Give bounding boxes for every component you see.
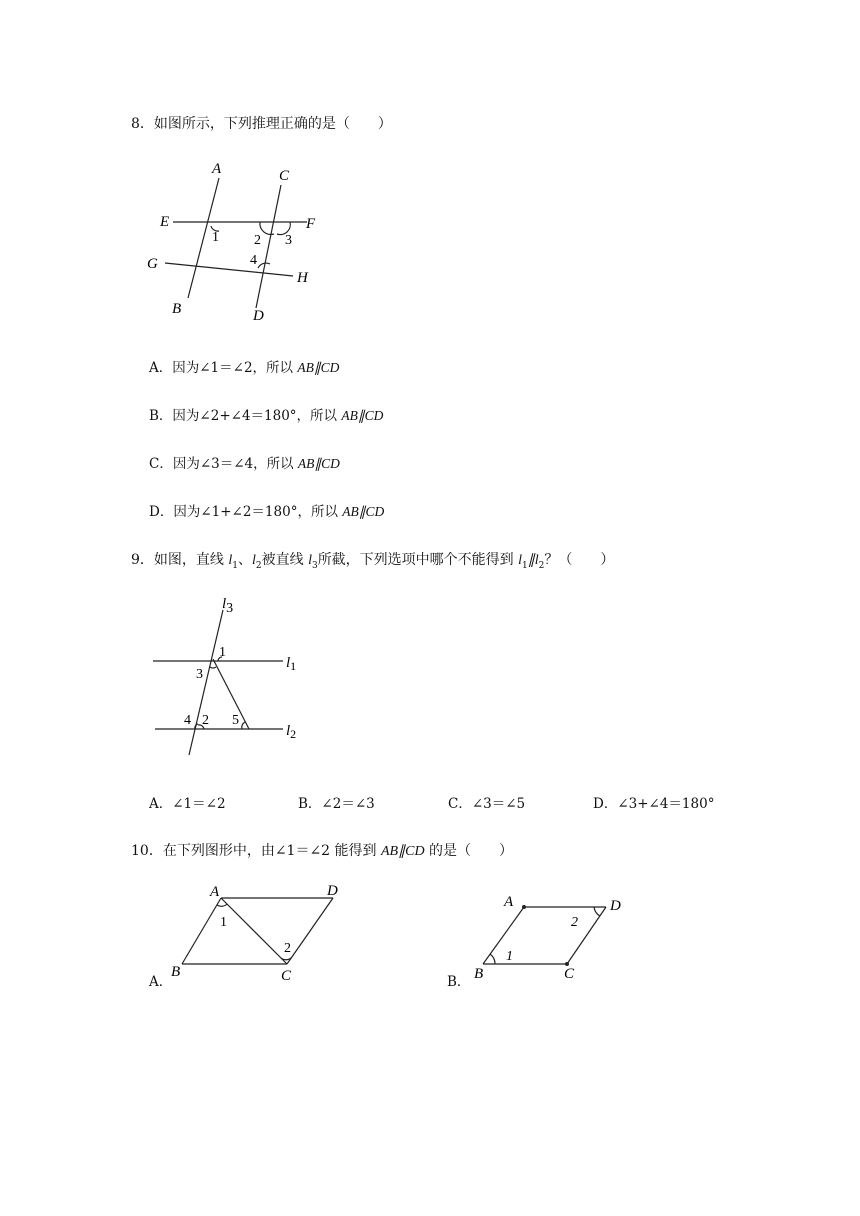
angle-5-arc <box>242 722 245 729</box>
q9-label-l1: $l_1$ <box>286 655 297 673</box>
q10b-label-c: C <box>564 966 575 982</box>
q9-label-l3: l3 <box>222 596 234 616</box>
line-gh <box>165 263 293 276</box>
q9-option-d: D．∠3+∠4＝180° <box>593 796 715 812</box>
q10-option-b-label: B． <box>447 974 471 990</box>
q10b-label-b: B <box>474 966 484 982</box>
q9-angle-2: 2 <box>202 713 209 728</box>
q8-option-d: D．因为∠1+∠2＝180°，所以 AB∥CD <box>149 504 385 520</box>
q8-label-c: C <box>279 168 290 184</box>
q10b-angle-2: 2 <box>571 915 578 930</box>
q8-angle-2: 2 <box>254 233 261 248</box>
segment-ab <box>483 907 524 964</box>
q10b-label-d: D <box>610 898 621 914</box>
q10-stem: 10．在下列图形中，由∠1＝∠2 能得到 AB∥CD 的是（ ） <box>131 843 514 859</box>
q9-angle-5: 5 <box>232 713 239 728</box>
angle-2-arc <box>594 907 600 916</box>
angle-1-arc <box>490 954 495 964</box>
q9-label-l2: $l_2$ <box>286 723 297 741</box>
q9-stem: 9．如图，直线 $l_1$、$l_2$被直线 $l_3$所截，下列选项中哪个不能得到 $l_1\parallel l_2$？（ ） <box>131 552 615 571</box>
angle-3-arc <box>210 667 216 668</box>
q8-angle-1: 1 <box>212 230 219 245</box>
q10a-label-d: D <box>327 883 338 899</box>
q8-stem: 8．如图所示，下列推理正确的是（ ） <box>131 116 392 132</box>
q10-figure-a <box>170 878 370 988</box>
q10a-label-a: A <box>210 884 220 900</box>
q9-angle-1: 1 <box>219 645 226 660</box>
q9-option-c: C．∠3＝∠5 <box>448 796 526 812</box>
q10a-label-b: B <box>171 964 181 980</box>
q10-figure-b <box>470 878 670 988</box>
angle-4-arc <box>195 724 198 729</box>
angle-2-arc <box>281 958 291 960</box>
q8-label-f: F <box>306 216 316 232</box>
q10-option-a-label: A． <box>149 974 173 990</box>
angle-1-arc <box>217 904 227 906</box>
q10a-angle-1: 1 <box>220 915 227 930</box>
q10a-label-c: C <box>281 968 292 984</box>
segment-ac <box>221 898 287 964</box>
line-l3 <box>189 610 223 755</box>
q8-label-a: A <box>212 161 222 177</box>
q8-label-g: G <box>147 256 158 272</box>
q9-figure <box>150 595 330 765</box>
q8-option-b: B．因为∠2+∠4＝180°，所以 AB∥CD <box>149 408 384 424</box>
q8-figure <box>140 160 340 340</box>
q9-option-b: B．∠2＝∠3 <box>298 796 375 812</box>
transversal-segment <box>213 659 249 729</box>
q8-option-c: C．因为∠3＝∠4，所以 AB∥CD <box>149 456 340 472</box>
segment-dc <box>287 898 333 964</box>
q8-label-e: E <box>160 214 170 230</box>
q9-angle-4: 4 <box>184 713 191 728</box>
q8-angle-4: 4 <box>250 253 257 268</box>
q9-option-a: A．∠1＝∠2 <box>149 796 226 812</box>
q10a-angle-2: 2 <box>284 941 291 956</box>
q8-label-h: H <box>297 270 308 286</box>
q9-angle-3: 3 <box>196 667 203 682</box>
q8-label-b: B <box>172 301 182 317</box>
segment-ab <box>182 898 221 964</box>
q10b-label-a: A <box>504 894 514 910</box>
q8-label-d: D <box>253 308 264 324</box>
q8-option-a: A．因为∠1＝∠2，所以 AB∥CD <box>149 360 340 376</box>
q10b-angle-1: 1 <box>506 949 513 964</box>
point-a-dot <box>522 905 526 909</box>
q8-angle-3: 3 <box>285 233 292 248</box>
